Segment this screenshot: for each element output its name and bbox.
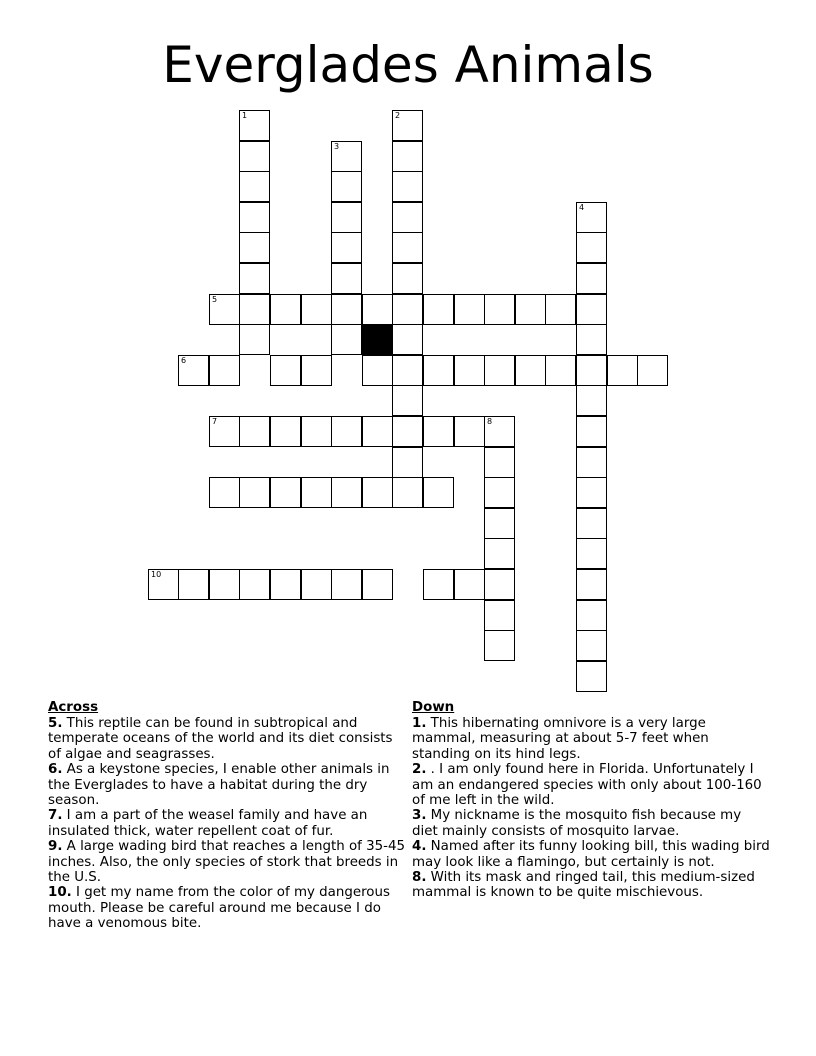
grid-cell[interactable] xyxy=(239,569,270,600)
grid-cell[interactable] xyxy=(392,141,423,172)
grid-cell[interactable] xyxy=(576,294,607,325)
grid-cell[interactable] xyxy=(484,477,515,508)
clue-text: My nickname is the mosquito fish because my diet mainly consists of mosquito larvae. xyxy=(412,808,742,839)
grid-cell[interactable] xyxy=(484,630,515,661)
puzzle-title: Everglades Animals xyxy=(162,36,654,94)
grid-cell[interactable] xyxy=(239,110,270,141)
down-clue xyxy=(412,716,770,762)
grid-cell[interactable] xyxy=(148,569,179,600)
grid-cell[interactable] xyxy=(423,569,454,600)
grid-cell[interactable] xyxy=(392,355,423,386)
clue-text: Named after its funny looking bill, this wading bird may look like a flamingo, but certainly is not. xyxy=(412,839,770,870)
grid-cell[interactable] xyxy=(270,355,301,386)
grid-cell[interactable] xyxy=(454,355,485,386)
cell-number: 7 xyxy=(212,417,218,426)
grid-cell[interactable] xyxy=(576,202,607,233)
grid-cell[interactable] xyxy=(576,232,607,263)
grid-cell[interactable] xyxy=(362,477,393,508)
grid-cell[interactable] xyxy=(239,324,270,355)
grid-cell[interactable] xyxy=(301,416,332,447)
grid-cell[interactable] xyxy=(178,569,209,600)
cell-number: 3 xyxy=(334,142,340,151)
grid-cell[interactable] xyxy=(239,477,270,508)
grid-cell[interactable] xyxy=(209,416,240,447)
grid-cell[interactable] xyxy=(270,569,301,600)
down-clues xyxy=(412,700,770,901)
grid-cell[interactable] xyxy=(637,355,668,386)
cell-number: 6 xyxy=(181,356,187,365)
grid-cell[interactable] xyxy=(239,232,270,263)
grid-cell[interactable] xyxy=(576,661,607,692)
grid-cell[interactable] xyxy=(239,294,270,325)
grid-cell[interactable] xyxy=(484,508,515,539)
cell-number: 2 xyxy=(395,111,401,120)
grid-cell[interactable] xyxy=(239,141,270,172)
grid-cell[interactable] xyxy=(484,569,515,600)
grid-cell[interactable] xyxy=(301,355,332,386)
clue-number: 10. xyxy=(48,885,72,901)
grid-cell[interactable] xyxy=(362,355,393,386)
grid-cell[interactable] xyxy=(515,294,546,325)
across-clue xyxy=(48,885,406,931)
grid-cell[interactable] xyxy=(576,477,607,508)
clue-number: 9. xyxy=(48,839,63,855)
grid-cell[interactable] xyxy=(454,416,485,447)
grid-cell[interactable] xyxy=(392,110,423,141)
grid-cell[interactable] xyxy=(423,355,454,386)
grid-cell[interactable] xyxy=(484,447,515,478)
grid-cell[interactable] xyxy=(270,294,301,325)
grid-cell[interactable] xyxy=(178,355,209,386)
cell-number: 5 xyxy=(212,295,218,304)
grid-cell[interactable] xyxy=(331,294,362,325)
grid-cell[interactable] xyxy=(392,447,423,478)
clue-number: 2. xyxy=(412,762,427,778)
grid-cell[interactable] xyxy=(545,355,576,386)
grid-cell[interactable] xyxy=(576,355,607,386)
grid-cell[interactable] xyxy=(392,416,423,447)
grid-cell[interactable] xyxy=(392,324,423,355)
down-clue xyxy=(412,808,770,839)
grid-cell[interactable] xyxy=(239,416,270,447)
clue-text: . I am only found here in Florida. Unfortunately I am an endangered species with only about 100-160 of me left in the wild. xyxy=(412,762,762,809)
grid-cell[interactable] xyxy=(331,171,362,202)
grid-cell[interactable] xyxy=(576,416,607,447)
clue-number: 8. xyxy=(412,870,427,886)
grid-cell[interactable] xyxy=(576,600,607,631)
grid-cell[interactable] xyxy=(392,385,423,416)
clue-text: This hibernating omnivore is a very large mammal, measuring at about 5-7 feet when standing on its hind legs. xyxy=(412,716,709,762)
clue-number: 6. xyxy=(48,762,63,778)
grid-cell[interactable] xyxy=(454,294,485,325)
grid-cell[interactable] xyxy=(239,171,270,202)
grid-cell[interactable] xyxy=(331,569,362,600)
cell-number: 4 xyxy=(579,203,585,212)
down-heading: Down xyxy=(412,700,455,715)
grid-cell[interactable] xyxy=(209,355,240,386)
down-clue xyxy=(412,870,770,901)
grid-cell[interactable] xyxy=(423,416,454,447)
grid-cell[interactable] xyxy=(331,477,362,508)
cell-number: 8 xyxy=(487,417,493,426)
grid-cell[interactable] xyxy=(301,477,332,508)
cell-number: 1 xyxy=(242,111,248,120)
grid-cell[interactable] xyxy=(239,202,270,233)
clue-text: As a keystone species, I enable other animals in the Everglades to have a habitat during the dry season. xyxy=(48,762,390,809)
grid-cell[interactable] xyxy=(454,569,485,600)
grid-cell[interactable] xyxy=(392,202,423,233)
clue-number: 7. xyxy=(48,808,63,824)
down-clue xyxy=(412,762,770,808)
down-clue xyxy=(412,839,770,870)
clue-number: 3. xyxy=(412,808,427,824)
across-heading: Across xyxy=(48,700,99,715)
grid-cell[interactable] xyxy=(209,569,240,600)
grid-cell[interactable] xyxy=(392,477,423,508)
grid-cell[interactable] xyxy=(331,232,362,263)
grid-cell[interactable] xyxy=(484,355,515,386)
clue-number: 5. xyxy=(48,716,63,731)
across-clue xyxy=(48,808,406,839)
grid-cell[interactable] xyxy=(331,141,362,172)
grid-cell[interactable] xyxy=(576,569,607,600)
across-clue xyxy=(48,839,406,885)
clue-text: I get my name from the color of my dangerous mouth. Please be careful around me because I do have a venomous bite. xyxy=(48,885,390,932)
grid-cell[interactable] xyxy=(331,416,362,447)
clue-number: 4. xyxy=(412,839,427,855)
grid-cell[interactable] xyxy=(576,630,607,661)
grid-cell[interactable] xyxy=(331,263,362,294)
grid-cell[interactable] xyxy=(576,447,607,478)
across-clue xyxy=(48,716,406,762)
grid-cell[interactable] xyxy=(392,263,423,294)
grid-cell[interactable] xyxy=(392,171,423,202)
clue-text: With its mask and ringed tail, this medium-sized mammal is known to be quite mischievous. xyxy=(412,870,755,901)
grid-cell[interactable] xyxy=(239,263,270,294)
grid-cell[interactable] xyxy=(484,294,515,325)
grid-cell[interactable] xyxy=(270,416,301,447)
across-clue xyxy=(48,762,406,808)
black-cell xyxy=(362,324,393,355)
grid-cell[interactable] xyxy=(576,263,607,294)
clue-text: This reptile can be found in subtropical and temperate oceans of the world and its diet consists of algae and seagrasses. xyxy=(48,716,393,762)
cell-number: 10 xyxy=(151,570,162,579)
grid-cell[interactable] xyxy=(209,294,240,325)
clue-text: I am a part of the weasel family and have an insulated thick, water repellent coat of fur. xyxy=(48,808,368,839)
grid-cell[interactable] xyxy=(484,538,515,569)
grid-cell[interactable] xyxy=(576,508,607,539)
grid-cell[interactable] xyxy=(484,416,515,447)
grid-cell[interactable] xyxy=(362,416,393,447)
grid-cell[interactable] xyxy=(576,324,607,355)
grid-cell[interactable] xyxy=(484,600,515,631)
grid-cell[interactable] xyxy=(301,569,332,600)
clue-text: A large wading bird that reaches a length of 35-45 inches. Also, the only species of stork that breeds in the U.S. xyxy=(48,839,406,886)
grid-cell[interactable] xyxy=(392,294,423,325)
grid-cell[interactable] xyxy=(362,569,393,600)
across-clues xyxy=(48,700,406,932)
grid-cell[interactable] xyxy=(515,355,546,386)
grid-cell[interactable] xyxy=(362,294,393,325)
grid-cell[interactable] xyxy=(301,294,332,325)
grid-cell[interactable] xyxy=(423,294,454,325)
clue-number: 1. xyxy=(412,716,427,731)
grid-cell[interactable] xyxy=(331,324,362,355)
grid-cell[interactable] xyxy=(423,477,454,508)
grid-cell[interactable] xyxy=(270,477,301,508)
grid-cell[interactable] xyxy=(331,202,362,233)
grid-cell[interactable] xyxy=(576,538,607,569)
grid-cell[interactable] xyxy=(209,477,240,508)
grid-cell[interactable] xyxy=(392,232,423,263)
grid-cell[interactable] xyxy=(576,385,607,416)
grid-cell[interactable] xyxy=(545,294,576,325)
grid-cell[interactable] xyxy=(607,355,638,386)
